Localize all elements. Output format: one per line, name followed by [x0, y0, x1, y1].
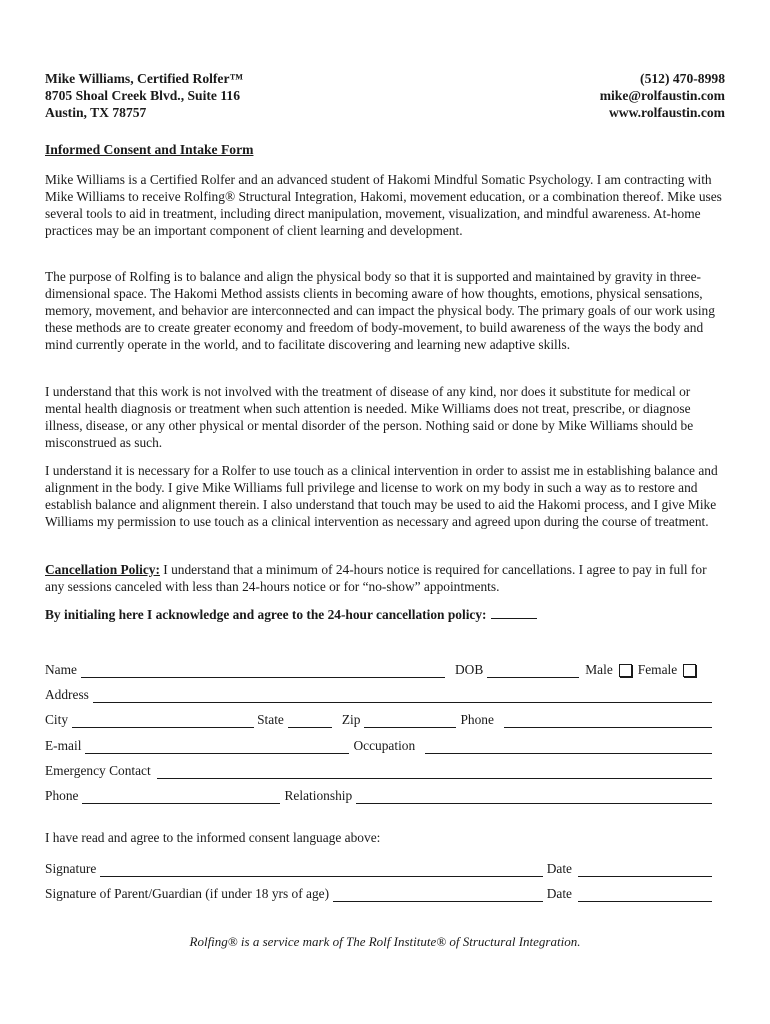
- email-address: mike@rolfaustin.com: [599, 88, 725, 103]
- date-label: Date: [546, 861, 572, 876]
- guardian-signature-label: Signature of Parent/Guardian (if under 18 yrs of age): [45, 886, 330, 901]
- street-address: 8705 Shoal Creek Blvd., Suite 116: [45, 88, 240, 103]
- relationship-field[interactable]: [356, 791, 712, 804]
- phone-field[interactable]: [504, 715, 712, 728]
- email-label: E-mail: [45, 738, 82, 753]
- row-address: [45, 686, 712, 703]
- row-guardian-signature: [45, 885, 712, 902]
- occupation-label: Occupation: [353, 738, 416, 753]
- phone-label: Phone: [460, 712, 494, 727]
- paragraph-purpose: The purpose of Rolfing is to balance and align the physical body so that it is supported and maintained by gravity in three-dimensional space. The Hakomi Method assists clients in becoming aware of how thoughts, emotions, physical sensations, memory, movement, and behavior are interconnected and can impact the physical body. The primary goals of our work using these methods are to create greater economy and freedom of body-movement, to build awareness of the ways the body and mind currently operate in the world, and to facilitate discovering and learning new adaptive skills.: [45, 269, 715, 352]
- agreement-statement: I have read and agree to the informed consent language above:: [45, 830, 381, 845]
- paragraph-disclaimer: I understand that this work is not involved with the treatment of disease of any kind, nor does it substitute for medical or mental health diagnosis or treatment when such attention is needed. Mike Williams does not treat, prescribe, or diagnose illness, disease, or any other physical or mental disorder of the person. Nothing said or done by Mike Williams should be misconstrued as such.: [45, 384, 694, 450]
- dob-field[interactable]: [487, 665, 579, 678]
- female-label: Female: [637, 662, 678, 677]
- contact-block: [600, 70, 725, 121]
- guardian-date-field[interactable]: [578, 889, 712, 902]
- row-city: [45, 711, 712, 728]
- practitioner-name: Mike Williams, Certified Rolfer™: [45, 71, 244, 86]
- cancellation-policy: [45, 561, 727, 595]
- acknowledgement: [45, 606, 537, 623]
- emergency-phone-field[interactable]: [82, 791, 280, 804]
- name-label: Name: [45, 662, 77, 677]
- relationship-label: Relationship: [284, 788, 353, 803]
- male-checkbox[interactable]: [619, 664, 632, 677]
- zip-field[interactable]: [364, 715, 456, 728]
- form-title: Informed Consent and Intake Form: [45, 142, 254, 157]
- paragraph-intro: Mike Williams is a Certified Rolfer and an advanced student of Hakomi Mindful Somatic Psychology. I am contracting with Mike Williams to receive Rolfing® Structural Integration, Hakomi, movement education, or a combination thereof. Mike uses several tools to aid in treatment, including direct manipulation, movement, visualization, and mindful awareness. At-home practices may be an important component of client learning and development.: [45, 172, 722, 238]
- row-signature: [45, 860, 712, 877]
- address-field[interactable]: [93, 690, 712, 703]
- city-field[interactable]: [72, 715, 254, 728]
- trademark-footer: Rolfing® is a service mark of The Rolf Institute® of Structural Integration.: [189, 934, 581, 949]
- policy-label: Cancellation Policy:: [45, 562, 160, 577]
- paragraph-touch-consent: I understand it is necessary for a Rolfer to use touch as a clinical intervention in order to assist me in establishing balance and alignment in the body. I give Mike Williams full privilege and license to work on my body in such a way as to restore and establish balance and alignment therein. I also understand that touch may be used to aid the Hakomi process, and I give Mike Williams my permission to use touch as a clinical intervention as necessary and agreed upon during the course of treatment.: [45, 463, 718, 529]
- acknowledgement-text: By initialing here I acknowledge and agree to the 24-hour cancellation policy:: [45, 607, 487, 622]
- phone-number: (512) 470-8998: [640, 71, 725, 86]
- occupation-field[interactable]: [425, 741, 712, 754]
- guardian-date-label: Date: [546, 886, 572, 901]
- website: www.rolfaustin.com: [608, 105, 725, 120]
- emergency-contact-label: Emergency Contact: [45, 763, 151, 778]
- emergency-phone-label: Phone: [45, 788, 79, 803]
- zip-label: Zip: [341, 712, 361, 727]
- dob-label: DOB: [454, 662, 484, 677]
- row-emergency-phone: [45, 787, 712, 804]
- date-field[interactable]: [578, 864, 712, 877]
- email-field[interactable]: [85, 741, 349, 754]
- initials-field[interactable]: [491, 606, 537, 619]
- state-field[interactable]: [288, 715, 332, 728]
- name-field[interactable]: [81, 665, 445, 678]
- row-emergency: [45, 762, 712, 779]
- emergency-contact-field[interactable]: [157, 766, 712, 779]
- row-name: [45, 661, 712, 678]
- male-label: Male: [585, 662, 613, 677]
- policy-text: I understand that a minimum of 24-hours notice is required for cancellations. I agree to pay in full for any sessions canceled with less than 24-hours notice or for “no-show” appointments.: [45, 562, 707, 594]
- female-checkbox[interactable]: [683, 664, 696, 677]
- city-label: City: [45, 712, 69, 727]
- practitioner-address-block: [45, 70, 243, 121]
- row-email: [45, 737, 712, 754]
- city-state-zip: Austin, TX 78757: [45, 105, 147, 120]
- signature-field[interactable]: [100, 864, 542, 877]
- guardian-signature-field[interactable]: [333, 889, 543, 902]
- address-label: Address: [45, 687, 89, 702]
- state-label: State: [257, 712, 284, 727]
- signature-label: Signature: [45, 861, 97, 876]
